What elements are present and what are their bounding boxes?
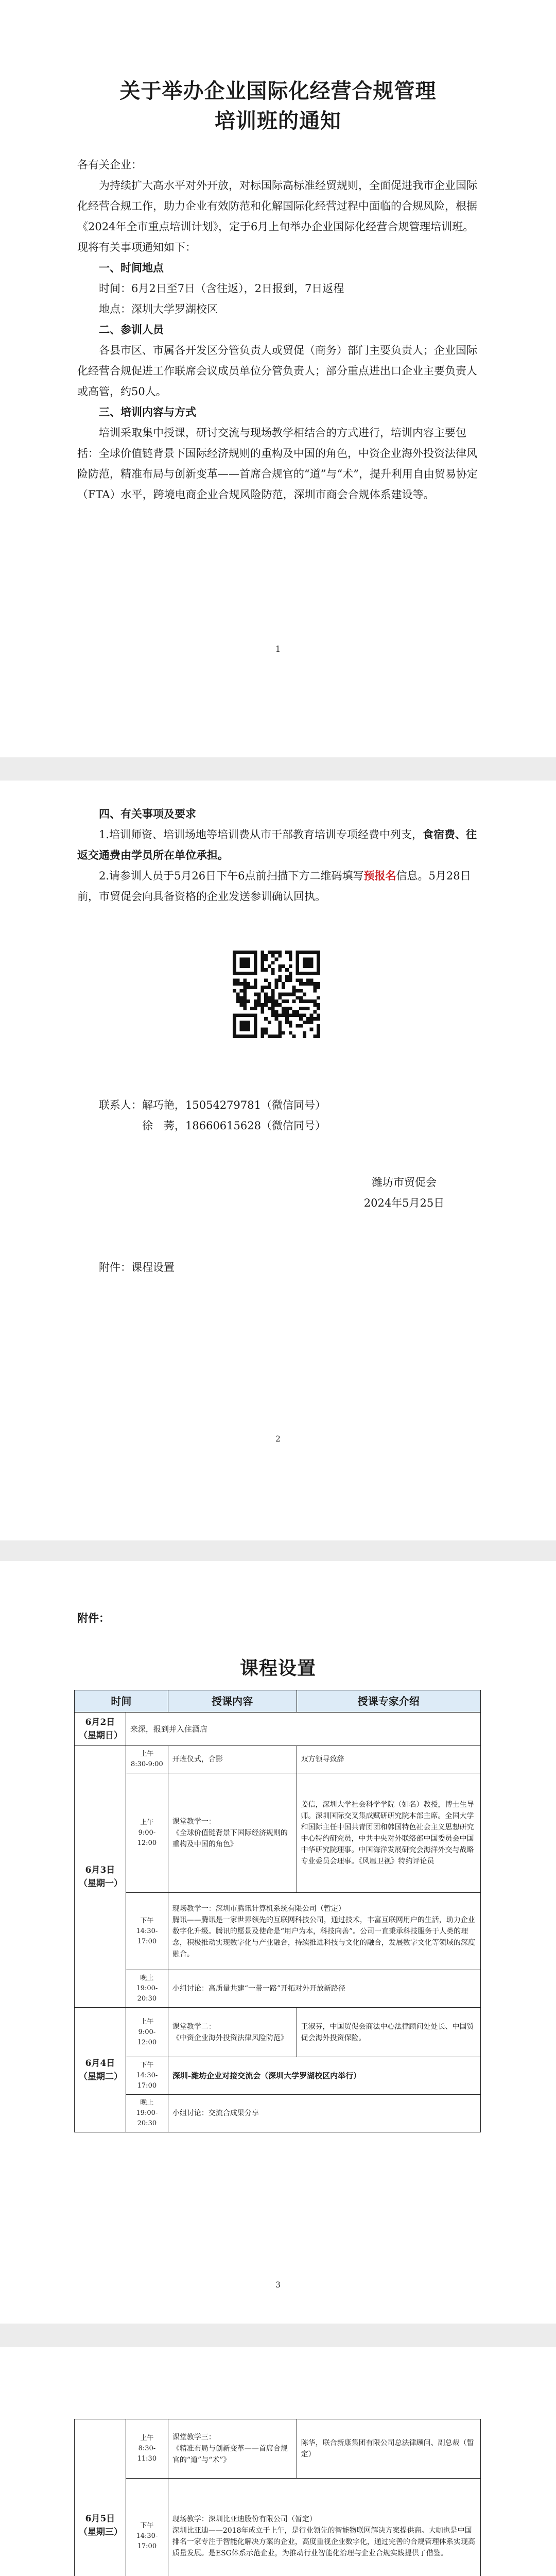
attachment-label: 附件：	[77, 1612, 110, 1624]
document-page-1	[0, 0, 556, 757]
row-content: 开班仪式，合影	[168, 1746, 297, 1773]
day-cell: 6月3日 （星期一）	[75, 1746, 126, 2008]
table-row	[75, 1746, 481, 1773]
row-content: 课堂教学一： 《全球价值链背景下国际经济规则的重构及中国的角色》	[168, 1773, 297, 1893]
requirements-body	[77, 804, 479, 907]
time-cell: 下午 14:30-17:00	[126, 2479, 168, 2576]
item-1-emphasis: 食宿费、往返交通费由学员所在单位承担。	[77, 828, 477, 861]
time-cell: 下午 14:30-17:00	[126, 2057, 168, 2095]
row-expert: 双方领导致辞	[297, 1746, 481, 1773]
item-2-text-a: 2.请参训人员于5月26日下午6点前扫描下方二维码填写	[99, 870, 364, 882]
table-row	[75, 2057, 481, 2095]
time-cell: 上午 9:00-12:00	[126, 2008, 168, 2057]
table-row	[75, 1970, 481, 2008]
time-cell: 上午 9:00-12:00	[126, 1773, 168, 1893]
row-content: 课堂教学三： 《精准布局与创新变革——首席合规官的“道”与“术”》	[168, 2419, 297, 2479]
notice-title-line1: 关于举办企业国际化经营合规管理	[119, 79, 437, 103]
row-content: 小组讨论：交流合成果分享	[168, 2095, 480, 2132]
row-content: 来深，报到并入住酒店	[126, 1713, 480, 1746]
document-page-2	[0, 781, 556, 1540]
page-number: 2	[275, 1434, 281, 1444]
time-cell: 上午 8:30-11:30	[126, 2419, 168, 2479]
day-cell: 6月5日 （星期三）	[75, 2419, 126, 2576]
row-content-highlight: 深圳-潍坊企业对接交流会（深圳大学罗湖校区内举行）	[168, 2057, 480, 2095]
intro-paragraph: 为持续扩大高水平对外开放，对标国际高标准经贸规则，全面促进我市企业国际化经营合规工作，助力企业有效防范和化解国际化经营过程中面临的合规风险，根据《2024年全市重点培训计划》，定于6月上旬举办企业国际化经营合规管理培训班。现将有关事项通知如下：	[77, 179, 477, 253]
schedule-table-part-1	[74, 1690, 481, 2132]
table-header-row	[75, 1690, 481, 1713]
table-row	[75, 1713, 481, 1746]
schedule-title: 课程设置	[239, 1657, 316, 1679]
document-page-4	[0, 2347, 556, 2576]
contact-person-1: 解巧艳，15054279781（微信同号）	[142, 1099, 326, 1111]
item-1-text: 1.培训师资、培训场地等培训费从市干部教育培训专项经费中列支，	[99, 828, 423, 841]
contact-block	[77, 1095, 479, 1136]
page-number: 1	[275, 644, 281, 654]
table-row	[75, 2095, 481, 2132]
section-2-heading: 二、参训人员	[99, 323, 164, 336]
section-2-text: 各县市区、市属各开发区分管负责人或贸促（商务）部门主要负责人；企业国际化经营合规促进工作联席会议成员单位分管负责人；部分重点进出口企业主要负责人或高管，约50人。	[77, 344, 477, 398]
time-cell: 晚上 19:00-20:30	[126, 2095, 168, 2132]
notice-body	[77, 155, 479, 505]
table-row	[75, 2479, 481, 2576]
table-row	[75, 1893, 481, 1970]
time-cell: 上午 8:30-9:00	[126, 1746, 168, 1773]
schedule-table-part-2	[74, 2419, 481, 2576]
section-1-heading: 一、时间地点	[99, 261, 164, 274]
item-1	[77, 824, 479, 866]
signature-block	[329, 1172, 479, 1213]
table-row	[75, 1773, 481, 1893]
contact-person-2: 徐 莠，18660615628（微信同号）	[142, 1120, 326, 1132]
time-cell: 下午 14:30-17:00	[126, 1893, 168, 1970]
row-expert: 姜信，深圳大学社会科学学院（如名）教授，博士生导师。深圳国际交叉集成赋研研究院本部主席。全国大学和国际主任中国共青团团和韩国特色社会主义思想研究中心特约研究员，中共中央对外联络部中国委员会中国中华研究院理事。中国海洋发展研究会海洋外交与战略专业委员会理事。《风凰卫视》特约评论员	[297, 1773, 481, 1893]
header-expert: 授课专家介绍	[297, 1690, 481, 1713]
row-content: 小组讨论：高质量共建“一带一路”开拓对外开放新路径	[168, 1970, 480, 2008]
item-2	[77, 866, 479, 907]
issue-date: 2024年5月25日	[363, 1197, 445, 1209]
section-3-text: 培训采取集中授课，研讨交流与现场教学相结合的方式进行，培训内容主要包括：全球价值链背景下国际经济规则的重构及中国的角色，中资企业海外投资法律风险防范，精准布局与创新变革——首席合规官的“道”与“术”，提升利用自由贸易协定（FTA）水平，跨境电商企业合规风险防范，深圳市商会合规体系建设等。	[77, 427, 478, 501]
table-row	[75, 2419, 481, 2479]
pre-registration-highlight: 预报名	[363, 869, 396, 882]
table-row	[75, 2008, 481, 2057]
issuing-org: 潍坊市贸促会	[372, 1176, 437, 1189]
day-cell: 6月4日 （星期二）	[75, 2008, 126, 2132]
row-content: 现场教学：深圳比亚迪股份有限公司（暂定） 深圳比亚迪——2018年成立于上午，是行业领先的智能物联网解决方案提供商。大咖也是中国排名一家专注于智能化解决方案的企业，高度重视企业数字化，通过完善的合规管理体系实现高质量发展。是ESG体系示范企业，为推动行业智能化治理与企业合规实践提供了借鉴。	[168, 2479, 480, 2576]
time-cell: 晚上 19:00-20:30	[126, 1970, 168, 2008]
day-cell: 6月2日 （星期日）	[75, 1713, 126, 1746]
row-content: 课堂教学二： 《中资企业海外投资法律风险防范》	[168, 2008, 297, 2057]
row-content: 现场教学一：深圳市腾讯计算机系统有限公司（暂定） 腾讯——腾讯是一家世界领先的互联网科技公司，通过技术，丰富互联网用户的生活，助力企业数字化升级。腾讯的愿景及使命是“用户为本，科技向善”。公司一直秉承科技服务于人类的理念，积极推动实现数字化与产业融合，持续推进科技与文化的融合，发展数字文化等领域的深度融合。	[168, 1893, 480, 1970]
notice-title-line2: 培训班的通知	[215, 109, 341, 133]
section-3-heading: 三、培训内容与方式	[99, 405, 196, 418]
row-expert: 王淑芬，中国贸促会商法中心法律顾问处处长、中国贸促会海外投资保险。	[297, 2008, 481, 2057]
page-number: 3	[275, 2280, 281, 2290]
section-1-place: 地点：深圳大学罗湖校区	[99, 303, 218, 315]
header-time: 时间	[75, 1690, 168, 1713]
section-4-heading: 四、有关事项及要求	[99, 807, 196, 820]
qr-code-image[interactable]	[233, 951, 320, 1038]
contact-label: 联系人：	[99, 1099, 142, 1111]
document-page-3	[0, 1561, 556, 2324]
header-content: 授课内容	[168, 1690, 297, 1713]
attachment-line	[77, 1257, 479, 1278]
attachment-text: 附件：课程设置	[99, 1261, 175, 1274]
row-expert: 陈华，联合新康集团有限公司总法律顾问、副总裁（暂定）	[297, 2419, 480, 2479]
section-1-time: 时间：6月2日至7日（含往返），2日报到，7日返程	[99, 282, 344, 295]
salutation: 各有关企业：	[77, 159, 142, 171]
item-2-text-b: 信息。5月28日前，市贸促会向具备资格的企业发送参训确认回执。	[77, 870, 471, 903]
